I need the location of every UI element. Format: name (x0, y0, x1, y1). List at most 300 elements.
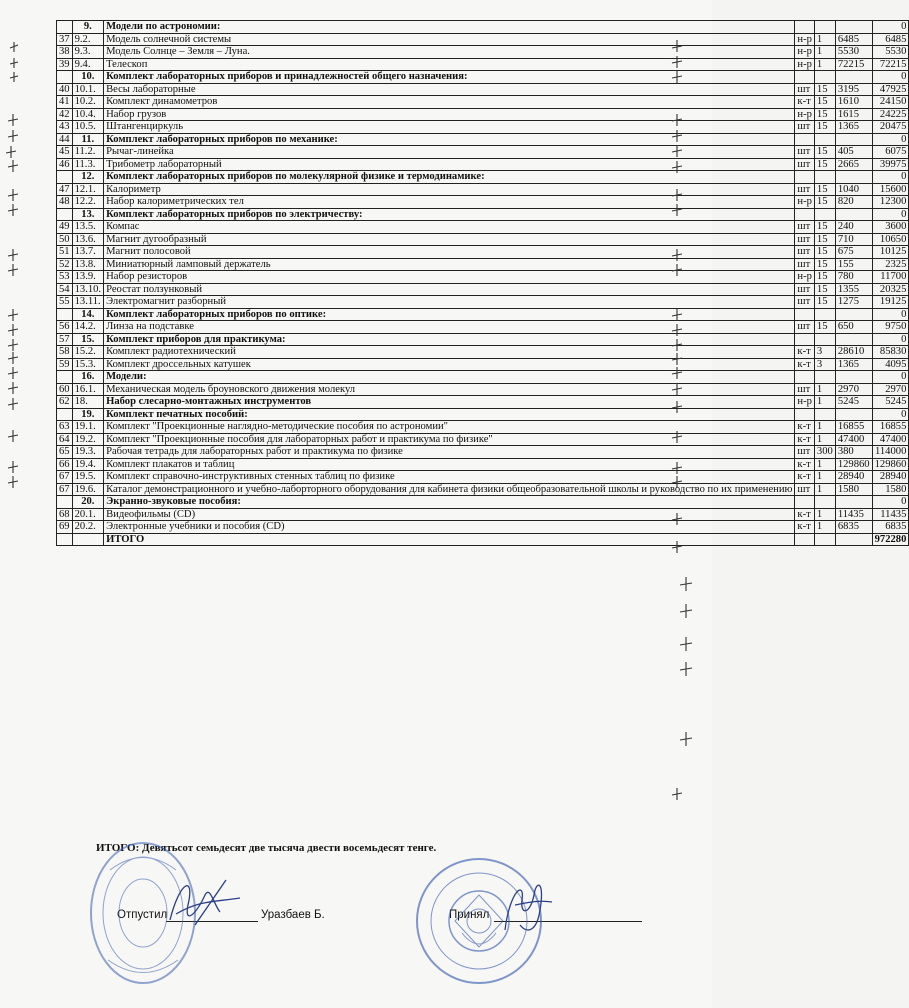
section-row (57, 371, 909, 384)
section-row (57, 171, 909, 184)
item-name: Комплект динамометров (104, 96, 795, 109)
item-quantity (814, 408, 835, 421)
released-signature-line (166, 921, 258, 922)
item-total: 3600 (872, 221, 909, 234)
item-quantity: 15 (814, 233, 835, 246)
item-quantity: 15 (814, 246, 835, 259)
item-name: Весы лабораторные (104, 83, 795, 96)
row-number: 38 (57, 46, 73, 59)
item-quantity: 1 (814, 521, 835, 534)
item-price: 1610 (835, 96, 872, 109)
item-price: 780 (835, 271, 872, 284)
item-total: 0 (872, 208, 909, 221)
item-name: Набор слесарно-монтажных инструментов (104, 396, 795, 409)
item-name: Электронные учебники и пособия (CD) (104, 521, 795, 534)
total-in-words: ИТОГО: Девятьсот семьдесят две тысяча двести восемьдесят тенге. (96, 842, 437, 854)
item-total: 0 (872, 371, 909, 384)
row-number: 45 (57, 146, 73, 159)
table-row (57, 383, 909, 396)
table-row (57, 246, 909, 259)
item-total: 0 (872, 171, 909, 184)
item-price: 405 (835, 146, 872, 159)
item-price: 28610 (835, 346, 872, 359)
item-code: 14. (72, 308, 103, 321)
table-row (57, 396, 909, 409)
item-quantity: 15 (814, 183, 835, 196)
row-number (57, 71, 73, 84)
item-quantity: 15 (814, 146, 835, 159)
item-price (835, 496, 872, 509)
item-code: 13.9. (72, 271, 103, 284)
table-row (57, 433, 909, 446)
item-quantity: 300 (814, 446, 835, 459)
item-total: 11700 (872, 271, 909, 284)
item-total: 5530 (872, 46, 909, 59)
row-number: 65 (57, 446, 73, 459)
row-number (57, 496, 73, 509)
item-unit: к-т (795, 433, 815, 446)
row-number: 37 (57, 33, 73, 46)
item-price: 1275 (835, 296, 872, 309)
item-code: 10.1. (72, 83, 103, 96)
item-code: 10.2. (72, 96, 103, 109)
table-row (57, 121, 909, 134)
item-unit (795, 408, 815, 421)
item-unit (795, 496, 815, 509)
item-name: Комплект лабораторных приборов по оптике: (104, 308, 795, 321)
item-name: Миниатюрный ламповый держатель (104, 258, 795, 271)
item-name: Комплект плакатов и таблиц (104, 458, 795, 471)
table-row (57, 346, 909, 359)
row-number: 63 (57, 421, 73, 434)
item-code: 16. (72, 371, 103, 384)
item-price: 1365 (835, 121, 872, 134)
item-total: 2325 (872, 258, 909, 271)
row-number: 52 (57, 258, 73, 271)
item-quantity (814, 308, 835, 321)
item-price: 11435 (835, 508, 872, 521)
item-unit: шт (795, 446, 815, 459)
item-unit: н-р (795, 33, 815, 46)
row-number: 40 (57, 83, 73, 96)
item-quantity: 15 (814, 83, 835, 96)
table-row (57, 446, 909, 459)
item-price: 650 (835, 321, 872, 334)
item-total: 28940 (872, 471, 909, 484)
item-total: 16855 (872, 421, 909, 434)
item-quantity: 15 (814, 258, 835, 271)
item-quantity: 1 (814, 383, 835, 396)
table-row (57, 46, 909, 59)
row-number: 41 (57, 96, 73, 109)
row-number (57, 21, 73, 34)
item-price (835, 371, 872, 384)
item-code: 13.10. (72, 283, 103, 296)
item-code: 9. (72, 21, 103, 34)
item-code: 20. (72, 496, 103, 509)
item-name: Комплект лабораторных приборов и принадлежностей общего назначения: (104, 71, 795, 84)
item-total: 4095 (872, 358, 909, 371)
item-total: 72215 (872, 58, 909, 71)
section-row (57, 21, 909, 34)
row-number: 43 (57, 121, 73, 134)
item-name: Комплект радиотехнический (104, 346, 795, 359)
item-unit: н-р (795, 108, 815, 121)
item-total: 20325 (872, 283, 909, 296)
item-code: 18. (72, 396, 103, 409)
section-row (57, 71, 909, 84)
item-total: 0 (872, 308, 909, 321)
item-unit: н-р (795, 58, 815, 71)
item-price: 3195 (835, 83, 872, 96)
item-code: 14.2. (72, 321, 103, 334)
item-quantity: 15 (814, 108, 835, 121)
item-unit (795, 171, 815, 184)
row-number (57, 208, 73, 221)
item-unit: шт (795, 83, 815, 96)
table-row (57, 271, 909, 284)
item-total: 24150 (872, 96, 909, 109)
item-quantity: 15 (814, 96, 835, 109)
item-quantity: 1 (814, 483, 835, 496)
item-price: 5245 (835, 396, 872, 409)
item-unit: шт (795, 283, 815, 296)
item-code: 19.1. (72, 421, 103, 434)
item-code: 12.1. (72, 183, 103, 196)
item-name: Модели по астрономии: (104, 21, 795, 34)
item-total: 10650 (872, 233, 909, 246)
item-quantity (814, 333, 835, 346)
item-price: 1615 (835, 108, 872, 121)
row-number: 66 (57, 458, 73, 471)
item-name: Комплект справочно-инструктивных стенных таблиц по физике (104, 471, 795, 484)
item-total: 15600 (872, 183, 909, 196)
item-code: 10. (72, 71, 103, 84)
empty-cell (795, 533, 815, 546)
item-total: 24225 (872, 108, 909, 121)
item-name: Модели: (104, 371, 795, 384)
item-unit: шт (795, 146, 815, 159)
item-price: 72215 (835, 58, 872, 71)
item-unit: н-р (795, 396, 815, 409)
table-row (57, 96, 909, 109)
item-total: 1580 (872, 483, 909, 496)
item-quantity: 1 (814, 396, 835, 409)
row-number (57, 408, 73, 421)
item-code: 10.4. (72, 108, 103, 121)
item-quantity: 15 (814, 296, 835, 309)
received-label: Принял (449, 909, 490, 921)
table-row (57, 146, 909, 159)
item-unit: шт (795, 483, 815, 496)
row-number: 46 (57, 158, 73, 171)
item-name: Комплект лабораторных приборов по механике: (104, 133, 795, 146)
item-name: Компас (104, 221, 795, 234)
item-price (835, 208, 872, 221)
section-row (57, 133, 909, 146)
item-code: 16.1. (72, 383, 103, 396)
item-unit: шт (795, 221, 815, 234)
item-code: 9.2. (72, 33, 103, 46)
item-price (835, 408, 872, 421)
item-total: 0 (872, 71, 909, 84)
table-row (57, 33, 909, 46)
item-total: 12300 (872, 196, 909, 209)
row-number (57, 171, 73, 184)
table-row (57, 221, 909, 234)
item-quantity: 15 (814, 196, 835, 209)
item-code: 19. (72, 408, 103, 421)
section-row (57, 496, 909, 509)
item-total: 11435 (872, 508, 909, 521)
item-quantity: 15 (814, 283, 835, 296)
item-price (835, 171, 872, 184)
item-code: 11.2. (72, 146, 103, 159)
item-price: 1580 (835, 483, 872, 496)
item-total: 19125 (872, 296, 909, 309)
table-row (57, 296, 909, 309)
item-unit: н-р (795, 196, 815, 209)
item-unit: к-т (795, 471, 815, 484)
item-code: 19.2. (72, 433, 103, 446)
table-row (57, 233, 909, 246)
item-price: 155 (835, 258, 872, 271)
item-code: 13.5. (72, 221, 103, 234)
received-signature-line (494, 921, 642, 922)
item-name: Модель солнечной системы (104, 33, 795, 46)
row-number: 54 (57, 283, 73, 296)
item-unit: шт (795, 383, 815, 396)
row-number: 42 (57, 108, 73, 121)
item-price (835, 71, 872, 84)
item-code: 19.4. (72, 458, 103, 471)
item-name: Телескоп (104, 58, 795, 71)
item-price (835, 21, 872, 34)
item-total: 0 (872, 408, 909, 421)
item-code: 15.3. (72, 358, 103, 371)
row-number: 67 (57, 483, 73, 496)
item-name: Реостат ползунковый (104, 283, 795, 296)
item-price: 1355 (835, 283, 872, 296)
table-row (57, 158, 909, 171)
item-quantity: 15 (814, 158, 835, 171)
item-name: Трибометр лабораторный (104, 158, 795, 171)
item-name: Калориметр (104, 183, 795, 196)
item-total: 5245 (872, 396, 909, 409)
item-code: 12.2. (72, 196, 103, 209)
item-unit: шт (795, 233, 815, 246)
item-name: Комплект лабораторных приборов по молекулярной физике и термодинамике: (104, 171, 795, 184)
item-quantity: 1 (814, 421, 835, 434)
item-name: Набор грузов (104, 108, 795, 121)
total-label: ИТОГО (104, 533, 795, 546)
item-code: 11.3. (72, 158, 103, 171)
item-price: 820 (835, 196, 872, 209)
row-number: 58 (57, 346, 73, 359)
item-total: 6485 (872, 33, 909, 46)
empty-cell (57, 533, 73, 546)
empty-cell (835, 533, 872, 546)
item-unit (795, 71, 815, 84)
item-name: Рычаг-линейка (104, 146, 795, 159)
row-number: 59 (57, 358, 73, 371)
released-name: Уразбаев Б. (261, 909, 325, 921)
table-row (57, 521, 909, 534)
item-code: 15. (72, 333, 103, 346)
section-row (57, 208, 909, 221)
total-value: 972280 (872, 533, 909, 546)
table-row (57, 358, 909, 371)
item-unit: шт (795, 321, 815, 334)
left-signature (170, 880, 240, 925)
item-name: Комплект "Проекционные наглядно-методические пособия по астрономии" (104, 421, 795, 434)
row-number: 57 (57, 333, 73, 346)
row-number (57, 371, 73, 384)
row-number: 53 (57, 271, 73, 284)
table-row (57, 283, 909, 296)
item-quantity (814, 208, 835, 221)
item-price (835, 133, 872, 146)
item-quantity: 1 (814, 33, 835, 46)
table-row (57, 483, 909, 496)
item-price (835, 308, 872, 321)
row-number: 64 (57, 433, 73, 446)
item-unit (795, 133, 815, 146)
item-total: 10125 (872, 246, 909, 259)
item-unit: к-т (795, 508, 815, 521)
table-row (57, 421, 909, 434)
item-name: Комплект дроссельных катушек (104, 358, 795, 371)
item-quantity: 15 (814, 271, 835, 284)
item-price: 47400 (835, 433, 872, 446)
empty-cell (72, 533, 103, 546)
item-quantity: 15 (814, 321, 835, 334)
item-code: 13.7. (72, 246, 103, 259)
total-row (57, 533, 909, 546)
item-quantity (814, 133, 835, 146)
item-quantity (814, 371, 835, 384)
item-quantity: 1 (814, 471, 835, 484)
row-number: 60 (57, 383, 73, 396)
item-code: 13.8. (72, 258, 103, 271)
item-code: 13.6. (72, 233, 103, 246)
item-quantity: 1 (814, 508, 835, 521)
item-unit: к-т (795, 521, 815, 534)
item-total: 2970 (872, 383, 909, 396)
item-unit: к-т (795, 96, 815, 109)
item-total: 20475 (872, 121, 909, 134)
item-total: 0 (872, 133, 909, 146)
item-total: 114000 (872, 446, 909, 459)
item-price: 1365 (835, 358, 872, 371)
item-name: Штангенциркуль (104, 121, 795, 134)
item-price: 2665 (835, 158, 872, 171)
item-total: 6075 (872, 146, 909, 159)
row-number: 51 (57, 246, 73, 259)
item-quantity (814, 21, 835, 34)
section-row (57, 408, 909, 421)
item-code: 12. (72, 171, 103, 184)
equipment-table (56, 20, 909, 546)
table-row (57, 58, 909, 71)
item-unit (795, 308, 815, 321)
item-name: Экранно-звуковые пособия: (104, 496, 795, 509)
item-name: Линза на подставке (104, 321, 795, 334)
item-code: 13.11. (72, 296, 103, 309)
item-quantity (814, 71, 835, 84)
item-unit (795, 208, 815, 221)
item-quantity: 3 (814, 346, 835, 359)
table-row (57, 258, 909, 271)
item-price: 6835 (835, 521, 872, 534)
item-code: 10.5. (72, 121, 103, 134)
row-number: 44 (57, 133, 73, 146)
item-name: Механическая модель броуновского движения молекул (104, 383, 795, 396)
item-total: 0 (872, 21, 909, 34)
row-number: 68 (57, 508, 73, 521)
item-total: 39975 (872, 158, 909, 171)
row-number: 56 (57, 321, 73, 334)
item-code: 19.5. (72, 471, 103, 484)
item-price: 675 (835, 246, 872, 259)
item-quantity: 1 (814, 458, 835, 471)
row-number: 47 (57, 183, 73, 196)
item-total: 6835 (872, 521, 909, 534)
item-name: Магнит дугообразный (104, 233, 795, 246)
item-total: 47400 (872, 433, 909, 446)
item-total: 47925 (872, 83, 909, 96)
item-price: 380 (835, 446, 872, 459)
item-name: Электромагнит разборный (104, 296, 795, 309)
table-row (57, 83, 909, 96)
item-code: 20.1. (72, 508, 103, 521)
table-row (57, 196, 909, 209)
item-unit (795, 371, 815, 384)
item-code: 9.3. (72, 46, 103, 59)
row-number: 49 (57, 221, 73, 234)
item-name: Видеофильмы (CD) (104, 508, 795, 521)
item-total: 9750 (872, 321, 909, 334)
table-row (57, 108, 909, 121)
item-unit: к-т (795, 346, 815, 359)
item-quantity: 15 (814, 221, 835, 234)
item-name: Модель Солнце – Земля – Луна. (104, 46, 795, 59)
item-name: Комплект лабораторных приборов по электричеству: (104, 208, 795, 221)
item-code: 19.6. (72, 483, 103, 496)
row-number: 67 (57, 471, 73, 484)
item-price: 710 (835, 233, 872, 246)
left-margin-check-marks (6, 42, 18, 488)
row-number: 48 (57, 196, 73, 209)
item-quantity: 1 (814, 46, 835, 59)
item-total: 0 (872, 496, 909, 509)
row-number: 55 (57, 296, 73, 309)
item-price: 240 (835, 221, 872, 234)
row-number: 39 (57, 58, 73, 71)
item-quantity (814, 171, 835, 184)
item-code: 19.3. (72, 446, 103, 459)
item-quantity: 15 (814, 121, 835, 134)
row-number: 62 (57, 396, 73, 409)
item-code: 9.4. (72, 58, 103, 71)
table-row (57, 321, 909, 334)
item-total: 85830 (872, 346, 909, 359)
table-row (57, 471, 909, 484)
section-row (57, 308, 909, 321)
item-quantity: 3 (814, 358, 835, 371)
item-total: 0 (872, 333, 909, 346)
item-price: 2970 (835, 383, 872, 396)
